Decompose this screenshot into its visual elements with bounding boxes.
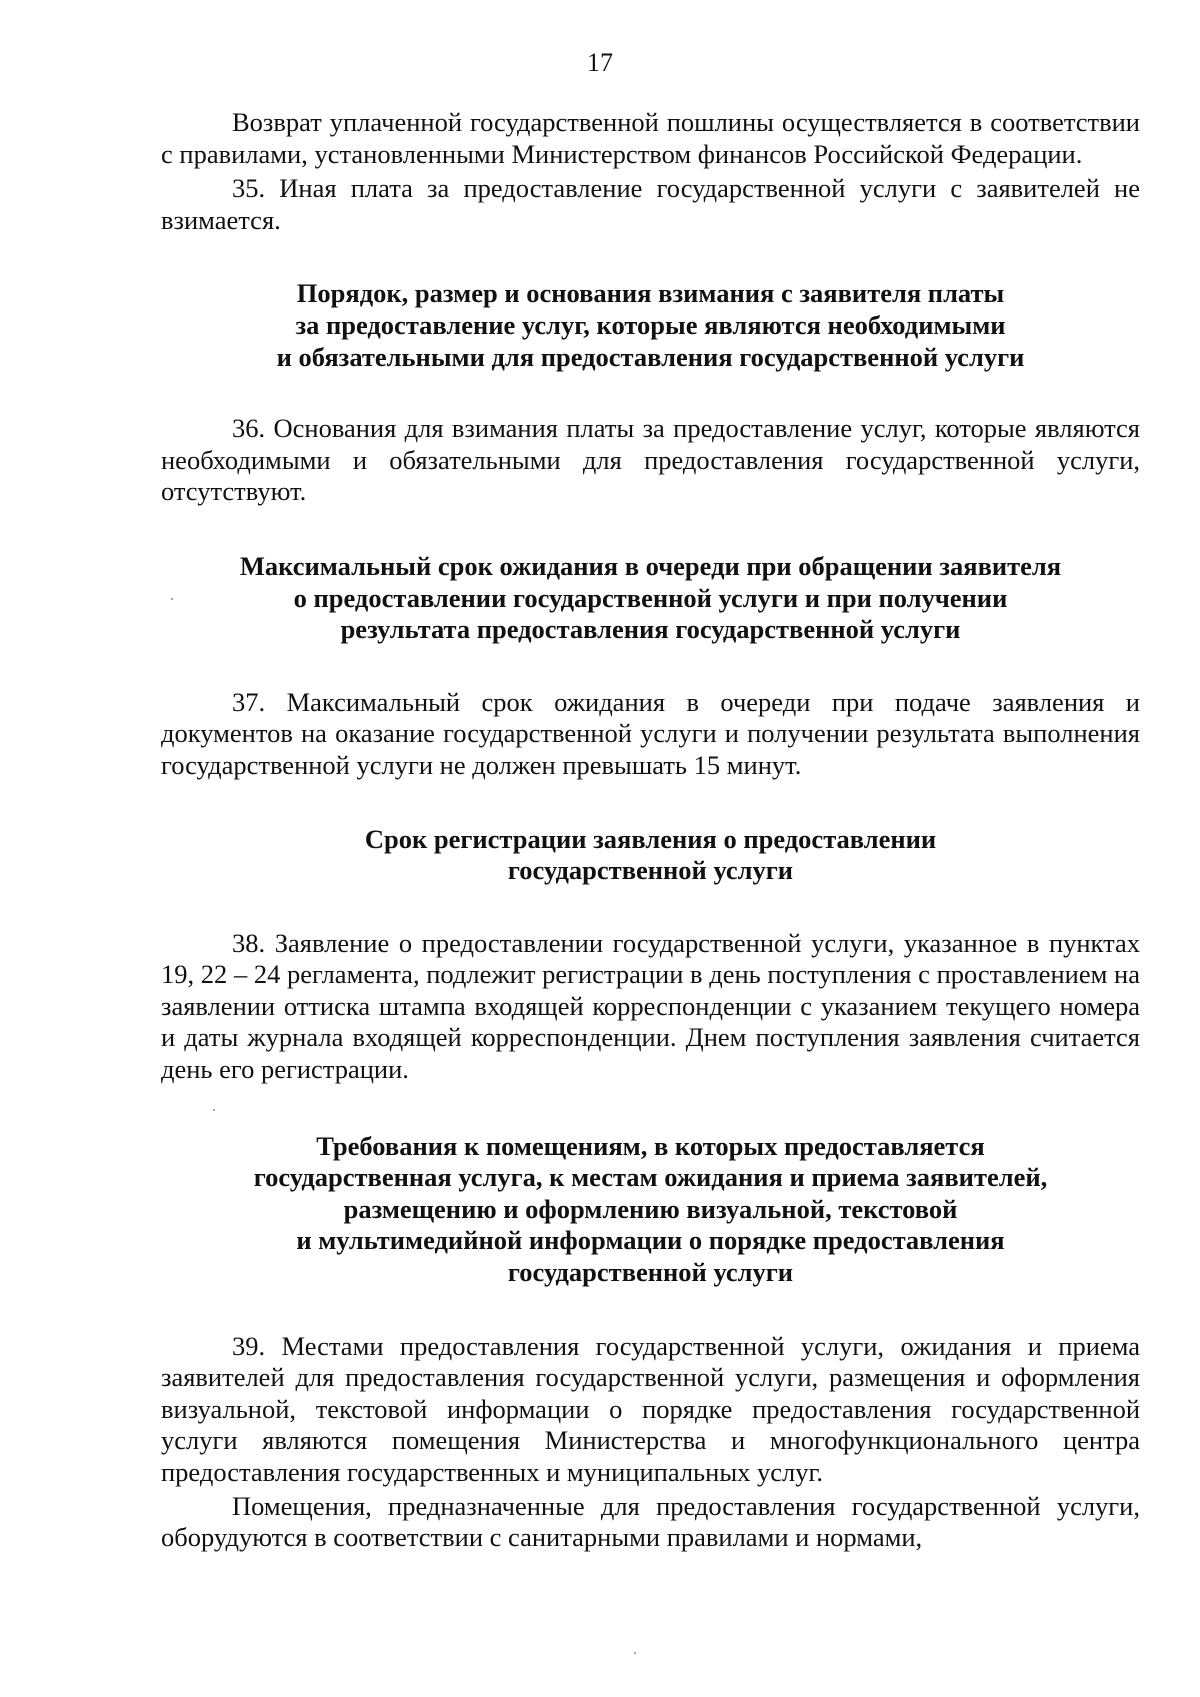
scan-speck [634, 1652, 636, 1654]
page-number: 17 [587, 48, 613, 77]
heading-line: результата предоставления государственной услуги [340, 614, 961, 645]
heading-line: государственной услуги [507, 855, 794, 886]
heading-line: Срок регистрации заявления о предоставлении [364, 823, 937, 854]
paragraph-36: 36. Основания для взимания платы за предоставление услуг, которые являются необходимыми и обязательными для предоставления государственной услуги, отсутствуют. [161, 413, 1140, 507]
heading-line: размещению и оформлению визуальной, текстовой [343, 1193, 958, 1224]
scan-speck [171, 598, 173, 600]
paragraph-premises-equipment: Помещения, предназначенные для предоставления государственной услуги, оборудуются в соответствии с санитарными правилами и нормами, [161, 1490, 1140, 1553]
paragraph-38: 38. Заявление о предоставлении государственной услуги, указанное в пунктах 19, 22 – 24 регламента, подлежит регистрации в день поступления с проставлением на заявлении оттиска штампа входящей корреспонденции с указанием текущего номера и даты журнала входящей корреспонденции. Днем поступления заявления считается день его регистрации. [161, 927, 1140, 1085]
heading-line: государственная услуга, к местам ожидания и приема заявителей, [253, 1162, 1048, 1193]
heading-line: и мультимедийной информации о порядке предоставления [296, 1225, 1005, 1256]
heading-queue-time [161, 551, 1140, 646]
heading-line: Порядок, размер и основания взимания с заявителя платы [296, 278, 1005, 309]
paragraph-fee-return: Возврат уплаченной государственной пошлины осуществляется в соответствии с правилами, установленными Министерством финансов Российской Федерации. [161, 107, 1140, 169]
heading-line: Требования к помещениям, в которых предоставляется [316, 1130, 985, 1161]
heading-line: о предоставлении государственной услуги и при получении [293, 582, 1008, 613]
heading-line: Максимальный срок ожидания в очереди при обращении заявителя [239, 550, 1062, 581]
document-body [161, 107, 1140, 1554]
heading-registration [161, 824, 1140, 887]
heading-line: государственной услуги [507, 1257, 794, 1288]
paragraph-37: 37. Максимальный срок ожидания в очереди при подаче заявления и документов на оказание государственной услуги и получении результата выполнения государственной услуги не должен превышать 15 минут. [161, 686, 1140, 780]
paragraph-35: 35. Иная плата за предоставление государственной услуги с заявителей не взимается. [161, 173, 1140, 235]
heading-premises [161, 1131, 1140, 1289]
paragraph-39: 39. Местами предоставления государственной услуги, ожидания и приема заявителей для предоставления государственной услуги, размещения и оформления визуальной, текстовой информации о порядке предоставления государственной услуги являются помещения Министерства и многофункционального центра предоставления государственных и муниципальных услуг. [161, 1330, 1140, 1487]
scan-speck [213, 1109, 215, 1111]
heading-fee-procedure [161, 278, 1140, 373]
heading-line: за предоставление услуг, которые являются необходимыми [295, 309, 1006, 340]
heading-line: и обязательными для предоставления государственной услуги [276, 341, 1025, 372]
